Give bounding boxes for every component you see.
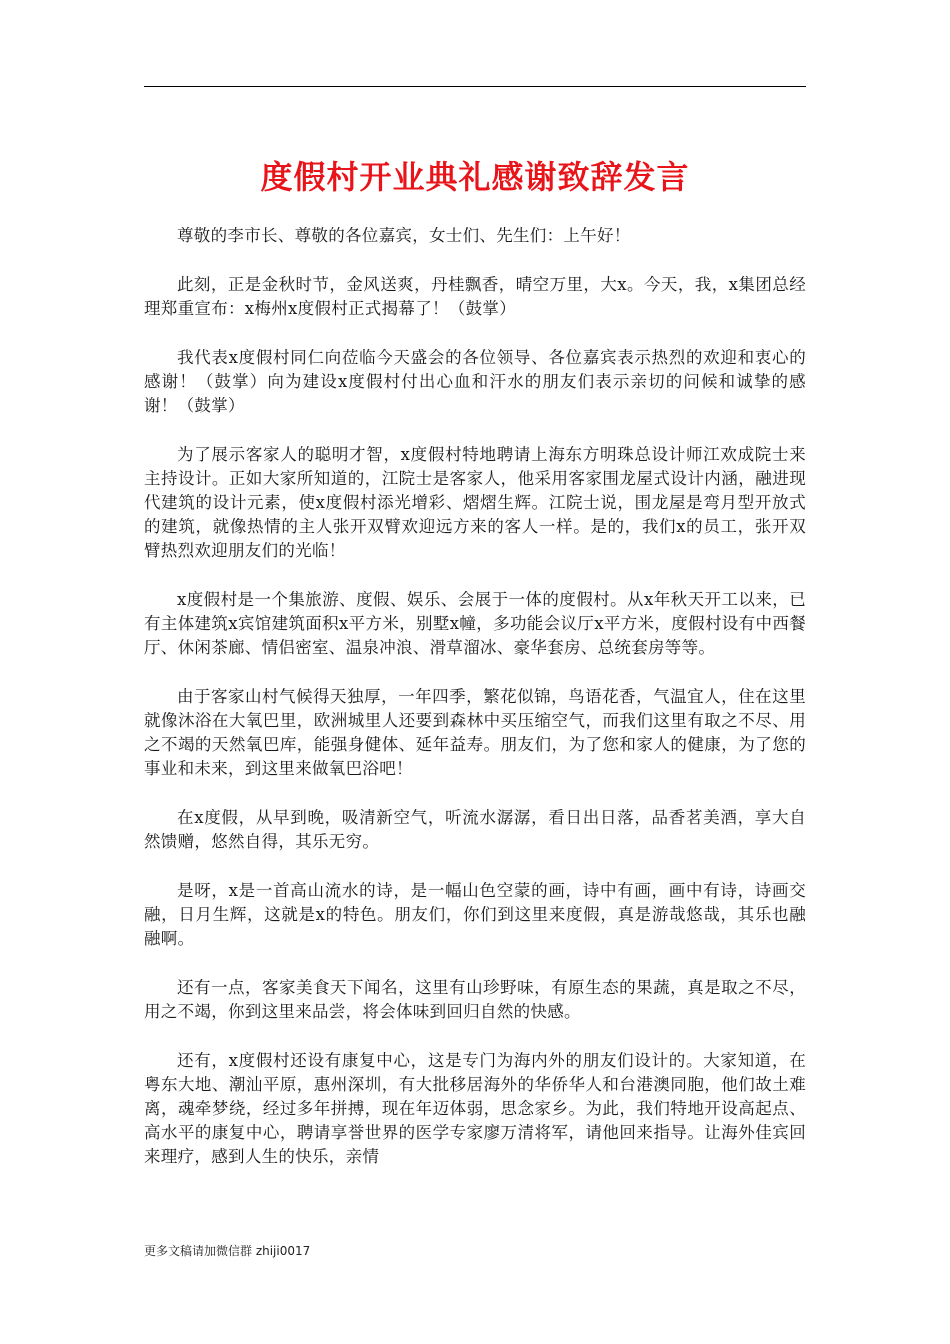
paragraph-4: 为了展示客家人的聪明才智，x度假村特地聘请上海东方明珠总设计师江欢成院士来主持设计。正如大家所知道的，江院士是客家人，他采用客家围龙屋式设计内涵，融进现代建筑的设计元素，使x度假村添光增彩、熠熠生辉。江院士说，围龙屋是弯月型开放式的建筑，就像热情的主人张开双臂欢迎远方来的客人一样。是的，我们x的员工，张开双臂热烈欢迎朋友们的光临！ bbox=[144, 445, 806, 560]
header-rule bbox=[144, 86, 806, 87]
paragraph-7: 在x度假，从早到晚，吸清新空气，听流水潺潺，看日出日落，品香茗美酒，享大自然馈赠，悠然自得，其乐无穷。 bbox=[144, 808, 806, 851]
footer-note: 更多文稿请加微信群 zhiji0017 bbox=[144, 1244, 311, 1258]
paragraph-8: 是呀，x是一首高山流水的诗，是一幅山色空蒙的画，诗中有画，画中有诗，诗画交融，日月生辉，这就是x的特色。朋友们，你们到这里来度假，真是游哉悠哉，其乐也融融啊。 bbox=[144, 881, 806, 948]
document-title: 度假村开业典礼感谢致辞发言 bbox=[260, 158, 690, 196]
paragraph-2: 此刻，正是金秋时节，金风送爽，丹桂飘香，晴空万里，大x。今天，我，x集团总经理郑重宣布：x梅州x度假村正式揭幕了！（鼓掌） bbox=[144, 275, 806, 318]
document-body bbox=[144, 224, 806, 1194]
paragraph-5: x度假村是一个集旅游、度假、娱乐、会展于一体的度假村。从x年秋天开工以来，已有主体建筑x宾馆建筑面积x平方米，别墅x幢，多功能会议厅x平方米，度假村设有中西餐厅、休闲茶廊、情侣密室、温泉冲浪、滑草溜冰、豪华套房、总统套房等等。 bbox=[144, 590, 806, 657]
paragraph-6: 由于客家山村气候得天独厚，一年四季，繁花似锦，鸟语花香，气温宜人，住在这里就像沐浴在大氧巴里，欧洲城里人还要到森林中买压缩空气，而我们这里有取之不尽、用之不竭的天然氧巴库，能强身健体、延年益寿。朋友们，为了您和家人的健康，为了您的事业和未来，到这里来做氧巴浴吧！ bbox=[144, 687, 806, 778]
paragraph-9: 还有一点，客家美食天下闻名，这里有山珍野味，有原生态的果蔬，真是取之不尽，用之不竭，你到这里来品尝，将会体味到回归自然的快感。 bbox=[144, 978, 806, 1021]
paragraph-1: 尊敬的李市长、尊敬的各位嘉宾，女士们、先生们：上午好！ bbox=[177, 226, 631, 245]
paragraph-10: 还有，x度假村还设有康复中心，这是专门为海内外的朋友们设计的。大家知道，在粤东大地、潮汕平原，惠州深圳，有大批移居海外的华侨华人和台港澳同胞，他们故土难离，魂牵梦绕，经过多年拼搏，现在年迈体弱，思念家乡。为此，我们特地开设高起点、高水平的康复中心，聘请享誉世界的医学专家廖万清将军，请他回来指导。让海外佳宾回来理疗，感到人生的快乐，亲情 bbox=[144, 1051, 806, 1166]
paragraph-3: 我代表x度假村同仁向莅临今天盛会的各位领导、各位嘉宾表示热烈的欢迎和衷心的感谢！（鼓掌）向为建设x度假村付出心血和汗水的朋友们表示亲切的问候和诚挚的感谢！（鼓掌） bbox=[144, 348, 806, 415]
